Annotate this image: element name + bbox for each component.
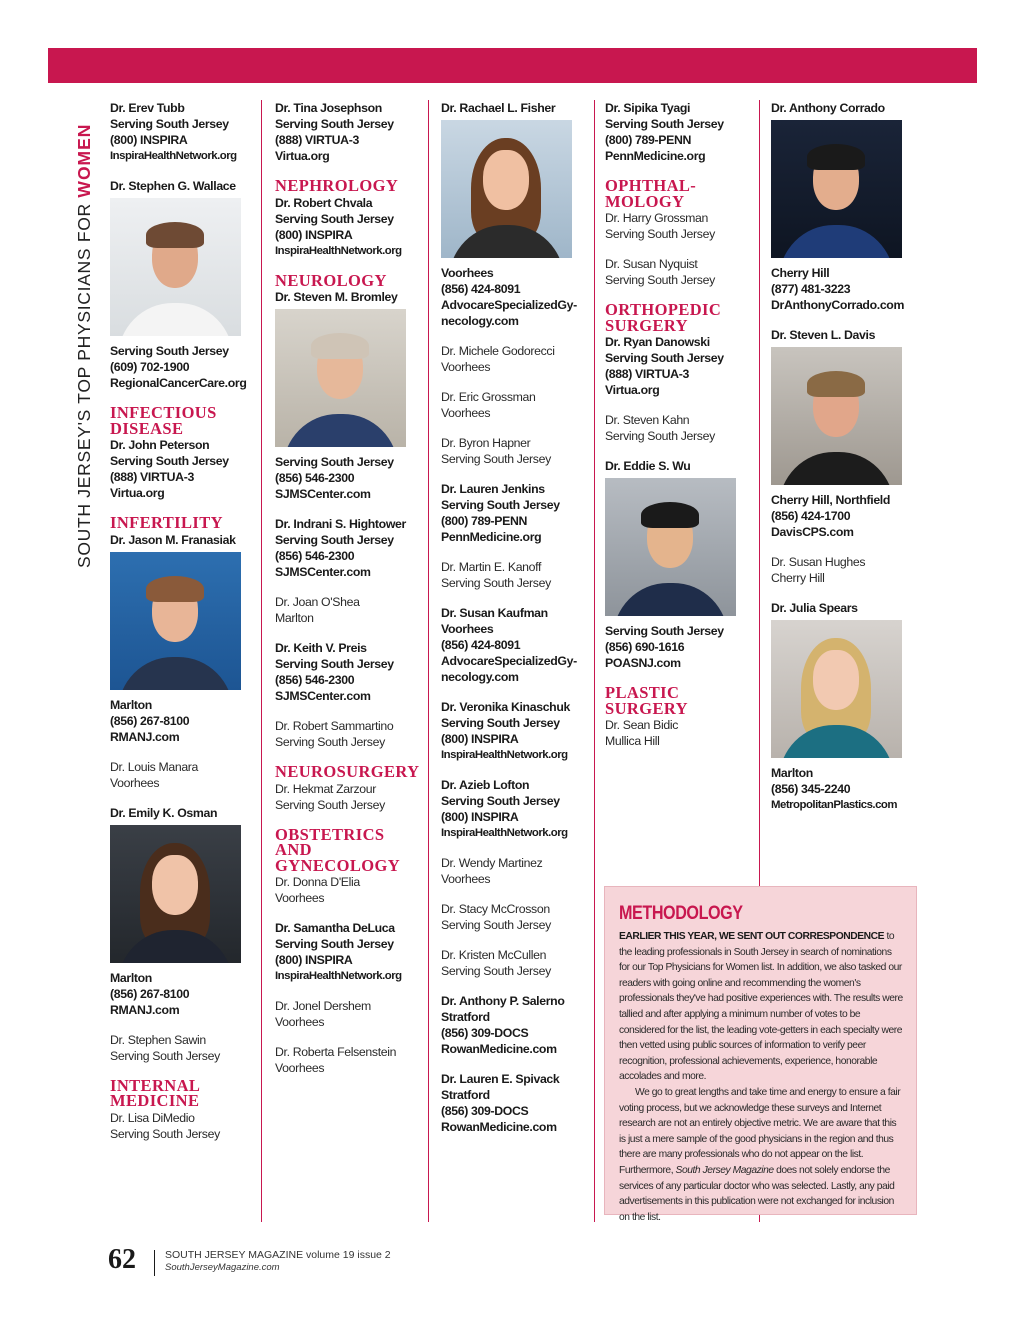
physician-name: Dr. Harry Grossman: [605, 211, 709, 225]
physician-name: Dr. Lauren Jenkins: [441, 482, 545, 496]
methodology-paragraph-2: [619, 1085, 904, 1225]
specialty-heading-line: OPHTHAL-: [605, 176, 697, 195]
physician-name: Dr. Anthony Corrado: [771, 101, 885, 115]
specialty-heading-internal-medicine: [110, 1075, 268, 1110]
physician-website: POASNJ.com: [605, 656, 681, 670]
photo-dr-steven-m-bromley: [275, 309, 406, 447]
physician-entry: [441, 993, 601, 1057]
specialty-heading-line: INFERTILITY: [110, 513, 223, 532]
physician-name: Dr. Robert Chvala: [275, 195, 373, 210]
magazine-name-italic: South Jersey Magazine: [675, 1164, 774, 1176]
physician-detail: Serving South Jersey: [275, 117, 394, 131]
physician-entry: [275, 289, 433, 305]
physician-entry: [110, 100, 268, 164]
physician-phone: (856) 267-8100: [110, 986, 190, 1001]
physician-detail: Serving South Jersey: [275, 797, 385, 812]
page-number: 62: [108, 1244, 136, 1275]
physician-detail: Serving South Jersey: [441, 794, 560, 808]
physician-entry: [605, 334, 763, 398]
physician-detail: Serving South Jersey: [275, 937, 394, 951]
physician-entry: [275, 640, 433, 704]
physician-name: Dr. Eddie S. Wu: [605, 459, 691, 473]
physician-detail: Serving South Jersey: [275, 533, 394, 547]
physician-name: Dr. Tina Josephson: [275, 101, 382, 115]
physician-detail: Serving South Jersey: [275, 735, 385, 749]
specialty-heading-line: SURGERY: [605, 315, 688, 335]
physician-website: InspiraHealthNetwork.org: [441, 827, 568, 839]
methodology-title: METHODOLOGY: [619, 903, 743, 924]
methodology-text-2b: does not solely endorse the services of any particular doctor who was selected. Lastly, any paid advertisements in this publication were not exchanged for inclusion on the list.: [619, 1164, 895, 1223]
footer-divider: [154, 1250, 155, 1276]
side-title-highlight: WOMEN: [74, 123, 94, 198]
physician-phone: (856) 690-1616: [605, 640, 685, 654]
physician-entry: [441, 559, 601, 591]
physician-detail: Serving South Jersey: [605, 273, 715, 287]
specialty-heading-line: NEPHROLOGY: [275, 176, 399, 195]
physician-detail: Stratford: [441, 1010, 490, 1024]
physician-entry: [110, 759, 268, 791]
photo-dr-julia-spears: [771, 620, 902, 758]
physician-entry: [441, 699, 601, 763]
physician-entry: [771, 327, 936, 343]
physician-phone: (877) 481-3223: [771, 282, 851, 296]
physician-detail: Serving South Jersey: [605, 624, 724, 638]
physician-phone: (856) 345-2240: [771, 782, 851, 796]
methodology-box: [604, 886, 917, 1223]
physician-entry: [110, 805, 268, 821]
physician-entry: [441, 435, 601, 467]
specialty-heading-infertility: [110, 515, 268, 531]
physician-phone: (856) 424-8091: [441, 638, 521, 652]
physician-name: Dr. Michele Godorecci: [441, 344, 555, 358]
physician-detail: AdvocareSpecializedGy-: [441, 654, 577, 668]
physician-detail: Serving South Jersey: [275, 211, 394, 226]
physician-website: RowanMedicine.com: [441, 1042, 557, 1056]
physician-phone: (800) 789-PENN: [441, 514, 527, 528]
specialty-heading-line: NEUROSURGERY: [275, 762, 420, 781]
specialty-heading-line: ORTHOPEDIC: [605, 300, 722, 319]
physician-name: Dr. Azieb Lofton: [441, 778, 530, 792]
physician-detail: Serving South Jersey: [441, 918, 551, 932]
physician-website: DavisCPS.com: [771, 525, 854, 539]
physician-website: InspiraHealthNetwork.org: [275, 244, 402, 257]
physician-website: SJMSCenter.com: [275, 689, 371, 703]
physician-name: Dr. Keith V. Preis: [275, 641, 367, 655]
physician-website: PennMedicine.org: [441, 530, 542, 544]
physician-detail: Mullica Hill: [605, 734, 660, 748]
photo-dr-stephen-g-wallace: [110, 198, 241, 336]
photo-dr-anthony-corrado: [771, 120, 902, 258]
specialty-heading-line: INTERNAL: [110, 1075, 201, 1095]
methodology-text-1: to the leading professionals in South Jersey in search of nominations for our Top Physicians for Women list. In addition, we also tasked our readers with going online and recommending the women's professionals they've had positive experiences with. The results were tallied and after applying a minimum number of votes to be considered for the list, the leading vote-getters in each specialty were then vetted using public sources of information to verify peer recognition, professional achievements, experience, honorable accolades and more.: [619, 931, 903, 1083]
physician-detail: Cherry Hill: [771, 571, 825, 585]
physician-detail: Voorhees: [441, 872, 491, 886]
physician-entry: [441, 265, 601, 329]
physician-name: Dr. Indrani S. Hightower: [275, 517, 406, 531]
physician-detail: Stratford: [441, 1088, 490, 1102]
physician-entry: [275, 874, 433, 906]
physician-website: SJMSCenter.com: [275, 487, 371, 501]
physician-entry: [275, 1044, 433, 1076]
physician-name: Dr. Byron Hapner: [441, 436, 531, 450]
physician-name: Dr. Susan Nyquist: [605, 257, 698, 271]
specialty-heading-line: PLASTIC: [605, 683, 680, 702]
physician-name: Dr. Lisa DiMedio: [110, 1110, 195, 1125]
physician-entry: [275, 781, 433, 813]
physician-name: Dr. Eric Grossman: [441, 390, 536, 404]
physician-name: Dr. Rachael L. Fisher: [441, 101, 556, 115]
physician-phone: (856) 309-DOCS: [441, 1026, 529, 1040]
physician-detail: Serving South Jersey: [275, 455, 394, 469]
physician-entry: [110, 1110, 268, 1142]
physician-detail: Voorhees: [441, 622, 494, 636]
physician-entry: [771, 600, 936, 616]
physician-entry: [441, 605, 601, 685]
physician-entry: [771, 492, 936, 540]
physician-phone: (800) INSPIRA: [275, 227, 353, 242]
physician-detail: Voorhees: [275, 1015, 325, 1029]
physician-name: Dr. Susan Hughes: [771, 555, 866, 569]
physician-entry: [441, 777, 601, 841]
physician-name: Dr. Veronika Kinaschuk: [441, 700, 570, 714]
photo-dr-jason-m-franasiak: [110, 552, 241, 690]
specialty-heading-line: MOLOGY: [605, 191, 685, 211]
physician-entry: [275, 195, 433, 259]
physician-phone: (856) 424-1700: [771, 509, 851, 523]
physician-detail: Serving South Jersey: [110, 117, 229, 131]
physician-website: Virtua.org: [275, 149, 330, 163]
physician-detail: Serving South Jersey: [441, 964, 551, 978]
physician-detail: Marlton: [110, 697, 152, 712]
physician-name: Dr. Erev Tubb: [110, 101, 185, 115]
physician-name: Dr. Anthony P. Salerno: [441, 994, 565, 1008]
physician-entry: [441, 343, 601, 375]
physician-name: Dr. John Peterson: [110, 438, 210, 452]
physician-detail: Serving South Jersey: [110, 1126, 220, 1141]
physician-detail: Serving South Jersey: [605, 351, 724, 365]
physician-website: RMANJ.com: [110, 729, 180, 744]
footer-website: SouthJerseyMagazine.com: [165, 1262, 280, 1273]
physician-entry: [275, 718, 433, 750]
specialty-heading-line: SURGERY: [605, 698, 688, 718]
physician-detail: Cherry Hill, Northfield: [771, 493, 891, 507]
physician-detail: Serving South Jersey: [110, 1048, 220, 1063]
physician-detail: Voorhees: [441, 406, 491, 420]
physician-entry: [275, 920, 433, 984]
physician-name: Dr. Emily K. Osman: [110, 805, 218, 820]
physician-name: Dr. Jonel Dershem: [275, 999, 371, 1013]
physician-detail: Voorhees: [441, 266, 494, 280]
physician-website: PennMedicine.org: [605, 149, 706, 163]
physician-website: InspiraHealthNetwork.org: [110, 150, 237, 162]
physician-detail: Voorhees: [275, 891, 325, 905]
physician-entry: [441, 389, 601, 421]
physician-phone: (800) INSPIRA: [441, 810, 519, 824]
physician-entry: [771, 765, 936, 813]
physician-name: Dr. Hekmat Zarzour: [275, 781, 376, 796]
physician-name: Dr. Stephen G. Wallace: [110, 179, 236, 193]
physician-website: InspiraHealthNetwork.org: [275, 970, 402, 982]
physician-phone: (856) 546-2300: [275, 673, 355, 687]
physician-entry: [275, 454, 433, 502]
specialty-heading-line: MEDICINE: [110, 1091, 200, 1110]
physician-detail: Serving South Jersey: [110, 344, 229, 358]
photo-dr-steven-l-davis: [771, 347, 902, 485]
physician-entry: [605, 458, 763, 474]
physician-entry: [110, 437, 268, 501]
physician-name: Dr. Samantha DeLuca: [275, 921, 395, 935]
physician-website: InspiraHealthNetwork.org: [441, 749, 568, 761]
physician-detail: Serving South Jersey: [605, 429, 715, 443]
physician-entry: [275, 100, 433, 164]
physician-entry: [110, 1032, 268, 1064]
physician-name: Dr. Martin E. Kanoff: [441, 560, 542, 574]
physician-entry: [441, 947, 601, 979]
specialty-heading-obstetrics-and-gynecology: [275, 824, 433, 875]
physician-name: Dr. Jason M. Franasiak: [110, 532, 236, 547]
physician-entry: [441, 100, 601, 116]
physician-detail: Marlton: [771, 766, 813, 780]
physician-name: Dr. Kristen McCullen: [441, 948, 547, 962]
methodology-text-2a: We go to great lengths and take time and energy to ensure a fair voting process, but we acknowledge these surveys and Internet research are not an entirely objective metric. We are aware that this is just a mere sample of the good physicians in the region and thus there are many professionals who do not appear on the list. Furthermore,: [619, 1086, 901, 1176]
physician-name: Dr. Joan O'Shea: [275, 595, 360, 609]
physician-detail: Serving South Jersey: [441, 576, 551, 590]
physician-entry: [110, 343, 268, 391]
physician-website: RowanMedicine.com: [441, 1120, 557, 1134]
physician-website: SJMSCenter.com: [275, 565, 371, 579]
photo-dr-rachael-l-fisher: [441, 120, 572, 258]
physician-detail: Serving South Jersey: [110, 454, 229, 468]
top-accent-bar: [48, 48, 977, 83]
physician-entry: [441, 855, 601, 887]
physician-entry: [441, 1071, 601, 1135]
physician-name: Dr. Lauren E. Spivack: [441, 1072, 560, 1086]
methodology-paragraph-1: [619, 929, 904, 1085]
listing-column-5: [771, 100, 936, 827]
physician-name: Dr. Louis Manara: [110, 759, 199, 774]
physician-website: necology.com: [441, 670, 519, 684]
specialty-heading-neurosurgery: [275, 764, 433, 780]
side-title: [74, 98, 98, 568]
physician-detail: Serving South Jersey: [441, 716, 560, 730]
specialty-heading-plastic-surgery: [605, 685, 763, 716]
physician-phone: (800) INSPIRA: [275, 953, 353, 967]
physician-detail: Cherry Hill: [771, 266, 830, 280]
physician-website: DrAnthonyCorrado.com: [771, 298, 905, 312]
specialty-heading-orthopedic-surgery: [605, 302, 763, 333]
physician-entry: [771, 265, 936, 313]
physician-detail: Serving South Jersey: [441, 498, 560, 512]
physician-website: necology.com: [441, 314, 519, 328]
specialty-heading-line: AND: [275, 840, 312, 859]
physician-name: Dr. Stephen Sawin: [110, 1032, 206, 1047]
physician-entry: [110, 178, 268, 194]
physician-name: Dr. Robert Sammartino: [275, 719, 394, 733]
physician-phone: (800) INSPIRA: [110, 133, 188, 147]
physician-entry: [110, 532, 268, 548]
physician-entry: [110, 697, 268, 745]
photo-dr-emily-k-osman: [110, 825, 241, 963]
physician-entry: [605, 256, 763, 288]
physician-name: Dr. Roberta Felsenstein: [275, 1045, 397, 1059]
physician-phone: (856) 267-8100: [110, 713, 190, 728]
listing-column-4: [605, 100, 763, 763]
specialty-heading-neurology: [275, 270, 433, 290]
physician-entry: [605, 412, 763, 444]
physician-phone: (888) VIRTUA-3: [275, 133, 359, 147]
physician-website: Virtua.org: [605, 383, 660, 397]
physician-name: Dr. Julia Spears: [771, 601, 858, 615]
physician-entry: [275, 516, 433, 580]
footer-magazine-issue: SOUTH JERSEY MAGAZINE volume 19 issue 2: [165, 1249, 391, 1261]
physician-detail: Serving South Jersey: [605, 227, 715, 241]
physician-entry: [275, 998, 433, 1030]
specialty-heading-nephrology: [275, 178, 433, 194]
physician-phone: (856) 546-2300: [275, 471, 355, 485]
physician-name: Dr. Susan Kaufman: [441, 606, 548, 620]
physician-detail: Marlton: [275, 611, 314, 625]
methodology-lead: EARLIER THIS YEAR, WE SENT OUT CORRESPONDENCE: [619, 931, 885, 942]
physician-website: Virtua.org: [110, 486, 165, 500]
physician-website: RegionalCancerCare.org: [110, 376, 247, 390]
specialty-heading-line: GYNECOLOGY: [275, 855, 401, 875]
physician-detail: Serving South Jersey: [605, 117, 724, 131]
physician-name: Dr. Steven Kahn: [605, 413, 690, 427]
specialty-heading-infectious-disease: [110, 405, 268, 436]
physician-entry: [275, 594, 433, 626]
physician-name: Dr. Wendy Martinez: [441, 856, 543, 870]
physician-website: MetropolitanPlastics.com: [771, 799, 897, 811]
physician-entry: [441, 481, 601, 545]
physician-name: Dr. Steven M. Bromley: [275, 290, 398, 304]
physician-detail: AdvocareSpecializedGy-: [441, 298, 577, 312]
physician-phone: (856) 424-8091: [441, 282, 521, 296]
physician-detail: Marlton: [110, 970, 152, 985]
specialty-heading-ophthal-mology: [605, 178, 763, 209]
physician-detail: Voorhees: [110, 775, 160, 790]
physician-entry: [441, 901, 601, 933]
physician-entry: [605, 717, 763, 749]
specialty-heading-line: INFECTIOUS: [110, 403, 217, 422]
physician-detail: Voorhees: [441, 360, 491, 374]
side-title-prefix: SOUTH JERSEY'S TOP PHYSICIANS FOR: [74, 197, 94, 568]
physician-entry: [605, 210, 763, 242]
specialty-heading-line: OBSTETRICS: [275, 824, 385, 844]
physician-website: RMANJ.com: [110, 1002, 180, 1017]
physician-entry: [110, 970, 268, 1018]
photo-dr-eddie-s-wu: [605, 478, 736, 616]
physician-phone: (888) VIRTUA-3: [605, 367, 689, 381]
physician-name: Dr. Steven L. Davis: [771, 328, 876, 342]
physician-phone: (800) 789-PENN: [605, 133, 691, 147]
physician-name: Dr. Sean Bidic: [605, 718, 679, 732]
physician-entry: [771, 100, 936, 116]
physician-entry: [605, 623, 763, 671]
physician-phone: (800) INSPIRA: [441, 732, 519, 746]
physician-name: Dr. Donna D'Elia: [275, 875, 360, 889]
listing-column-1: [110, 100, 268, 1156]
physician-phone: (609) 702-1900: [110, 360, 190, 374]
specialty-heading-line: DISEASE: [110, 418, 184, 438]
listing-column-2: [275, 100, 433, 1090]
physician-detail: Voorhees: [275, 1061, 325, 1075]
physician-entry: [771, 554, 936, 586]
physician-name: Dr. Ryan Danowski: [605, 335, 710, 349]
specialty-heading-line: NEUROLOGY: [275, 270, 387, 290]
physician-detail: Serving South Jersey: [441, 452, 551, 466]
physician-detail: Serving South Jersey: [275, 657, 394, 671]
physician-entry: [605, 100, 763, 164]
physician-name: Dr. Stacy McCrosson: [441, 902, 550, 916]
physician-phone: (888) VIRTUA-3: [110, 470, 194, 484]
physician-phone: (856) 546-2300: [275, 549, 355, 563]
physician-name: Dr. Sipika Tyagi: [605, 101, 691, 115]
listing-column-3: [441, 100, 601, 1149]
physician-phone: (856) 309-DOCS: [441, 1104, 529, 1118]
